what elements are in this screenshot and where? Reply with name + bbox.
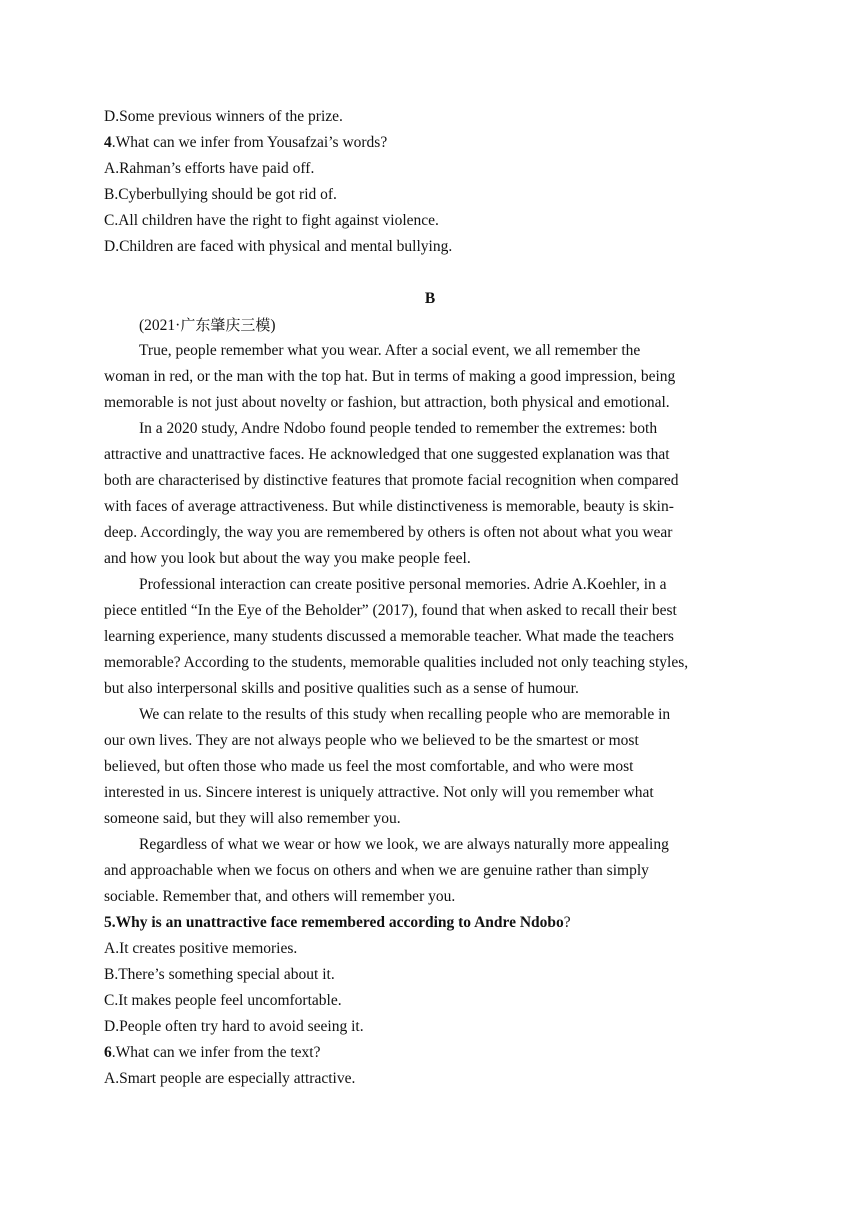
q3-option-d: D.Some previous winners of the prize.	[104, 108, 343, 125]
passage-line: Regardless of what we wear or how we look, we are always naturally more appealing	[139, 836, 669, 853]
passage-line: interested in us. Sincere interest is uniquely attractive. Not only will you remember what	[104, 784, 654, 801]
passage-line: sociable. Remember that, and others will remember you.	[104, 888, 456, 905]
q5-question-text: .Why is an unattractive face remembered according to Andre Ndobo	[111, 914, 564, 931]
passage-line: and how you look but about the way you make people feel.	[104, 550, 471, 567]
source-cjk: 广东肇庆三模	[180, 316, 271, 334]
q4-question	[104, 130, 387, 156]
q5-option-a: A.It creates positive memories.	[104, 940, 298, 957]
q5-option-b: B.There’s something special about it.	[104, 966, 335, 983]
passage-line: learning experience, many students discussed a memorable teacher. What made the teachers	[104, 628, 674, 645]
passage-line: woman in red, or the man with the top hat. But in terms of making a good impression, being	[104, 368, 676, 385]
q6-question	[104, 1040, 320, 1066]
passage-line: In a 2020 study, Andre Ndobo found people tended to remember the extremes: both	[139, 420, 658, 437]
q4-option-a: A.Rahman’s efforts have paid off.	[104, 160, 315, 177]
passage-line: someone said, but they will also remember you.	[104, 810, 401, 827]
passage-line: both are characterised by distinctive features that promote facial recognition when compared	[104, 472, 679, 489]
source-line	[139, 312, 276, 338]
q5-number: 5	[104, 914, 112, 931]
passage-line: True, people remember what you wear. After a social event, we all remember the	[139, 342, 641, 359]
passage-line: attractive and unattractive faces. He acknowledged that one suggested explanation was that	[104, 446, 670, 463]
passage-line: believed, but often those who made us feel the most comfortable, and who were most	[104, 758, 634, 775]
q6-number: 6	[104, 1044, 112, 1061]
passage-line: our own lives. They are not always people who we believed to be the smartest or most	[104, 732, 639, 749]
q5-option-c: C.It makes people feel uncomfortable.	[104, 992, 342, 1009]
passage-line: with faces of average attractiveness. But while distinctiveness is memorable, beauty is skin-	[104, 498, 674, 515]
q4-question-text: .What can we infer from Yousafzai’s words?	[111, 134, 388, 151]
passage-line: memorable is not just about novelty or fashion, but attraction, both physical and emotional.	[104, 394, 670, 411]
source-suffix: )	[270, 317, 276, 334]
passage-line: Professional interaction can create positive personal memories. Adrie A.Koehler, in a	[139, 576, 667, 593]
q6-option-a: A.Smart people are especially attractive.	[104, 1070, 356, 1087]
passage-line: but also interpersonal skills and positive qualities such as a sense of humour.	[104, 680, 579, 697]
passage-line: deep. Accordingly, the way you are remembered by others is often not about what you wear	[104, 524, 673, 541]
q5-question-end: ?	[563, 914, 571, 931]
q4-option-d: D.Children are faced with physical and mental bullying.	[104, 238, 453, 255]
q4-option-c: C.All children have the right to fight against violence.	[104, 212, 439, 229]
source-prefix: (2021·	[139, 317, 181, 334]
q5-question	[104, 910, 571, 936]
q6-question-text: .What can we infer from the text?	[111, 1044, 321, 1061]
passage-line: memorable? According to the students, memorable qualities included not only teaching styles,	[104, 654, 689, 671]
passage-line: piece entitled “In the Eye of the Beholder” (2017), found that when asked to recall their best	[104, 602, 677, 619]
q5-option-d: D.People often try hard to avoid seeing it.	[104, 1018, 364, 1035]
passage-line: We can relate to the results of this study when recalling people who are memorable in	[139, 706, 671, 723]
q4-option-b: B.Cyberbullying should be got rid of.	[104, 186, 337, 203]
passage-line: and approachable when we focus on others and when we are genuine rather than simply	[104, 862, 649, 879]
section-heading: B	[424, 290, 436, 307]
q4-number: 4	[104, 134, 112, 151]
